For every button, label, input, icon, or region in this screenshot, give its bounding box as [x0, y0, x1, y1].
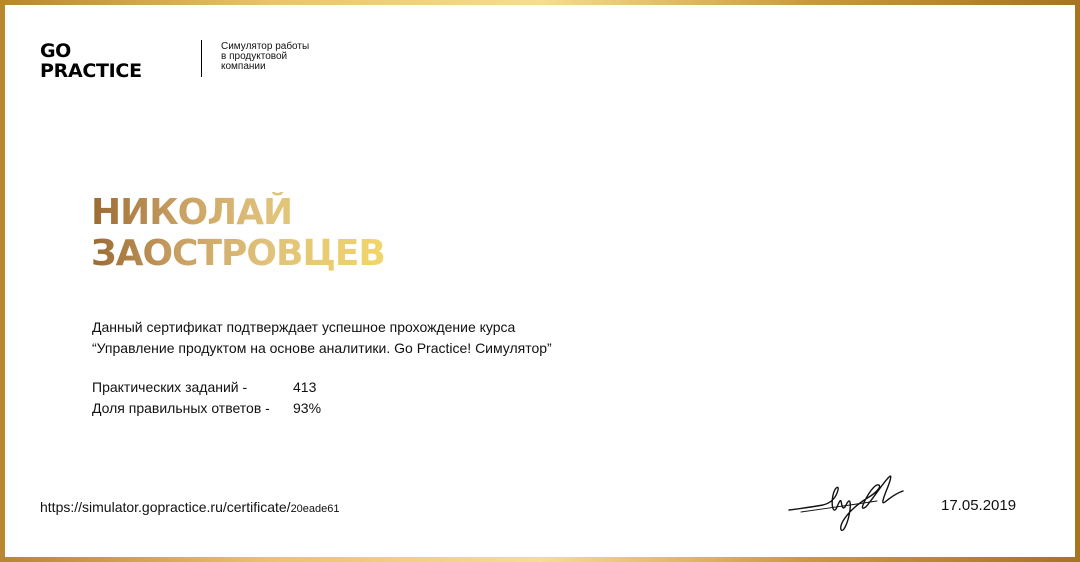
- certificate-description: [92, 317, 552, 359]
- logo-divider: [201, 40, 202, 77]
- recipient-last-name: ЗАОСТРОВЦЕВ: [91, 233, 385, 274]
- logo-line-1: GO: [40, 40, 71, 62]
- certificate-date: 17.05.2019: [941, 497, 1017, 514]
- recipient-name: [91, 192, 385, 274]
- stat-value-correct: 93%: [293, 400, 322, 416]
- certificate-url-base[interactable]: https://simulator.gopractice.ru/certificate/: [40, 499, 291, 515]
- certificate-code[interactable]: 20eade61: [290, 503, 340, 515]
- stat-value-tasks: 413: [293, 379, 317, 395]
- description-line-1: Данный сертификат подтверждает успешное прохождение курса: [92, 319, 516, 335]
- stat-label-tasks: Практических заданий -: [92, 379, 248, 395]
- stat-label-correct: Доля правильных ответов -: [92, 400, 270, 416]
- tagline-line-1: Симулятор работы: [221, 41, 310, 52]
- tagline-line-2: в продуктовой: [221, 51, 288, 62]
- description-line-2: “Управление продуктом на основе аналитики. Go Practice! Симулятор”: [92, 340, 552, 356]
- recipient-first-name: НИКОЛАЙ: [91, 192, 293, 233]
- certificate-url[interactable]: [40, 499, 340, 515]
- logo-line-2: PRACTICE: [40, 60, 142, 82]
- go-practice-logo: [40, 41, 142, 81]
- tagline: [221, 42, 331, 72]
- tagline-line-3: компании: [221, 61, 266, 72]
- signature-icon: [781, 465, 921, 535]
